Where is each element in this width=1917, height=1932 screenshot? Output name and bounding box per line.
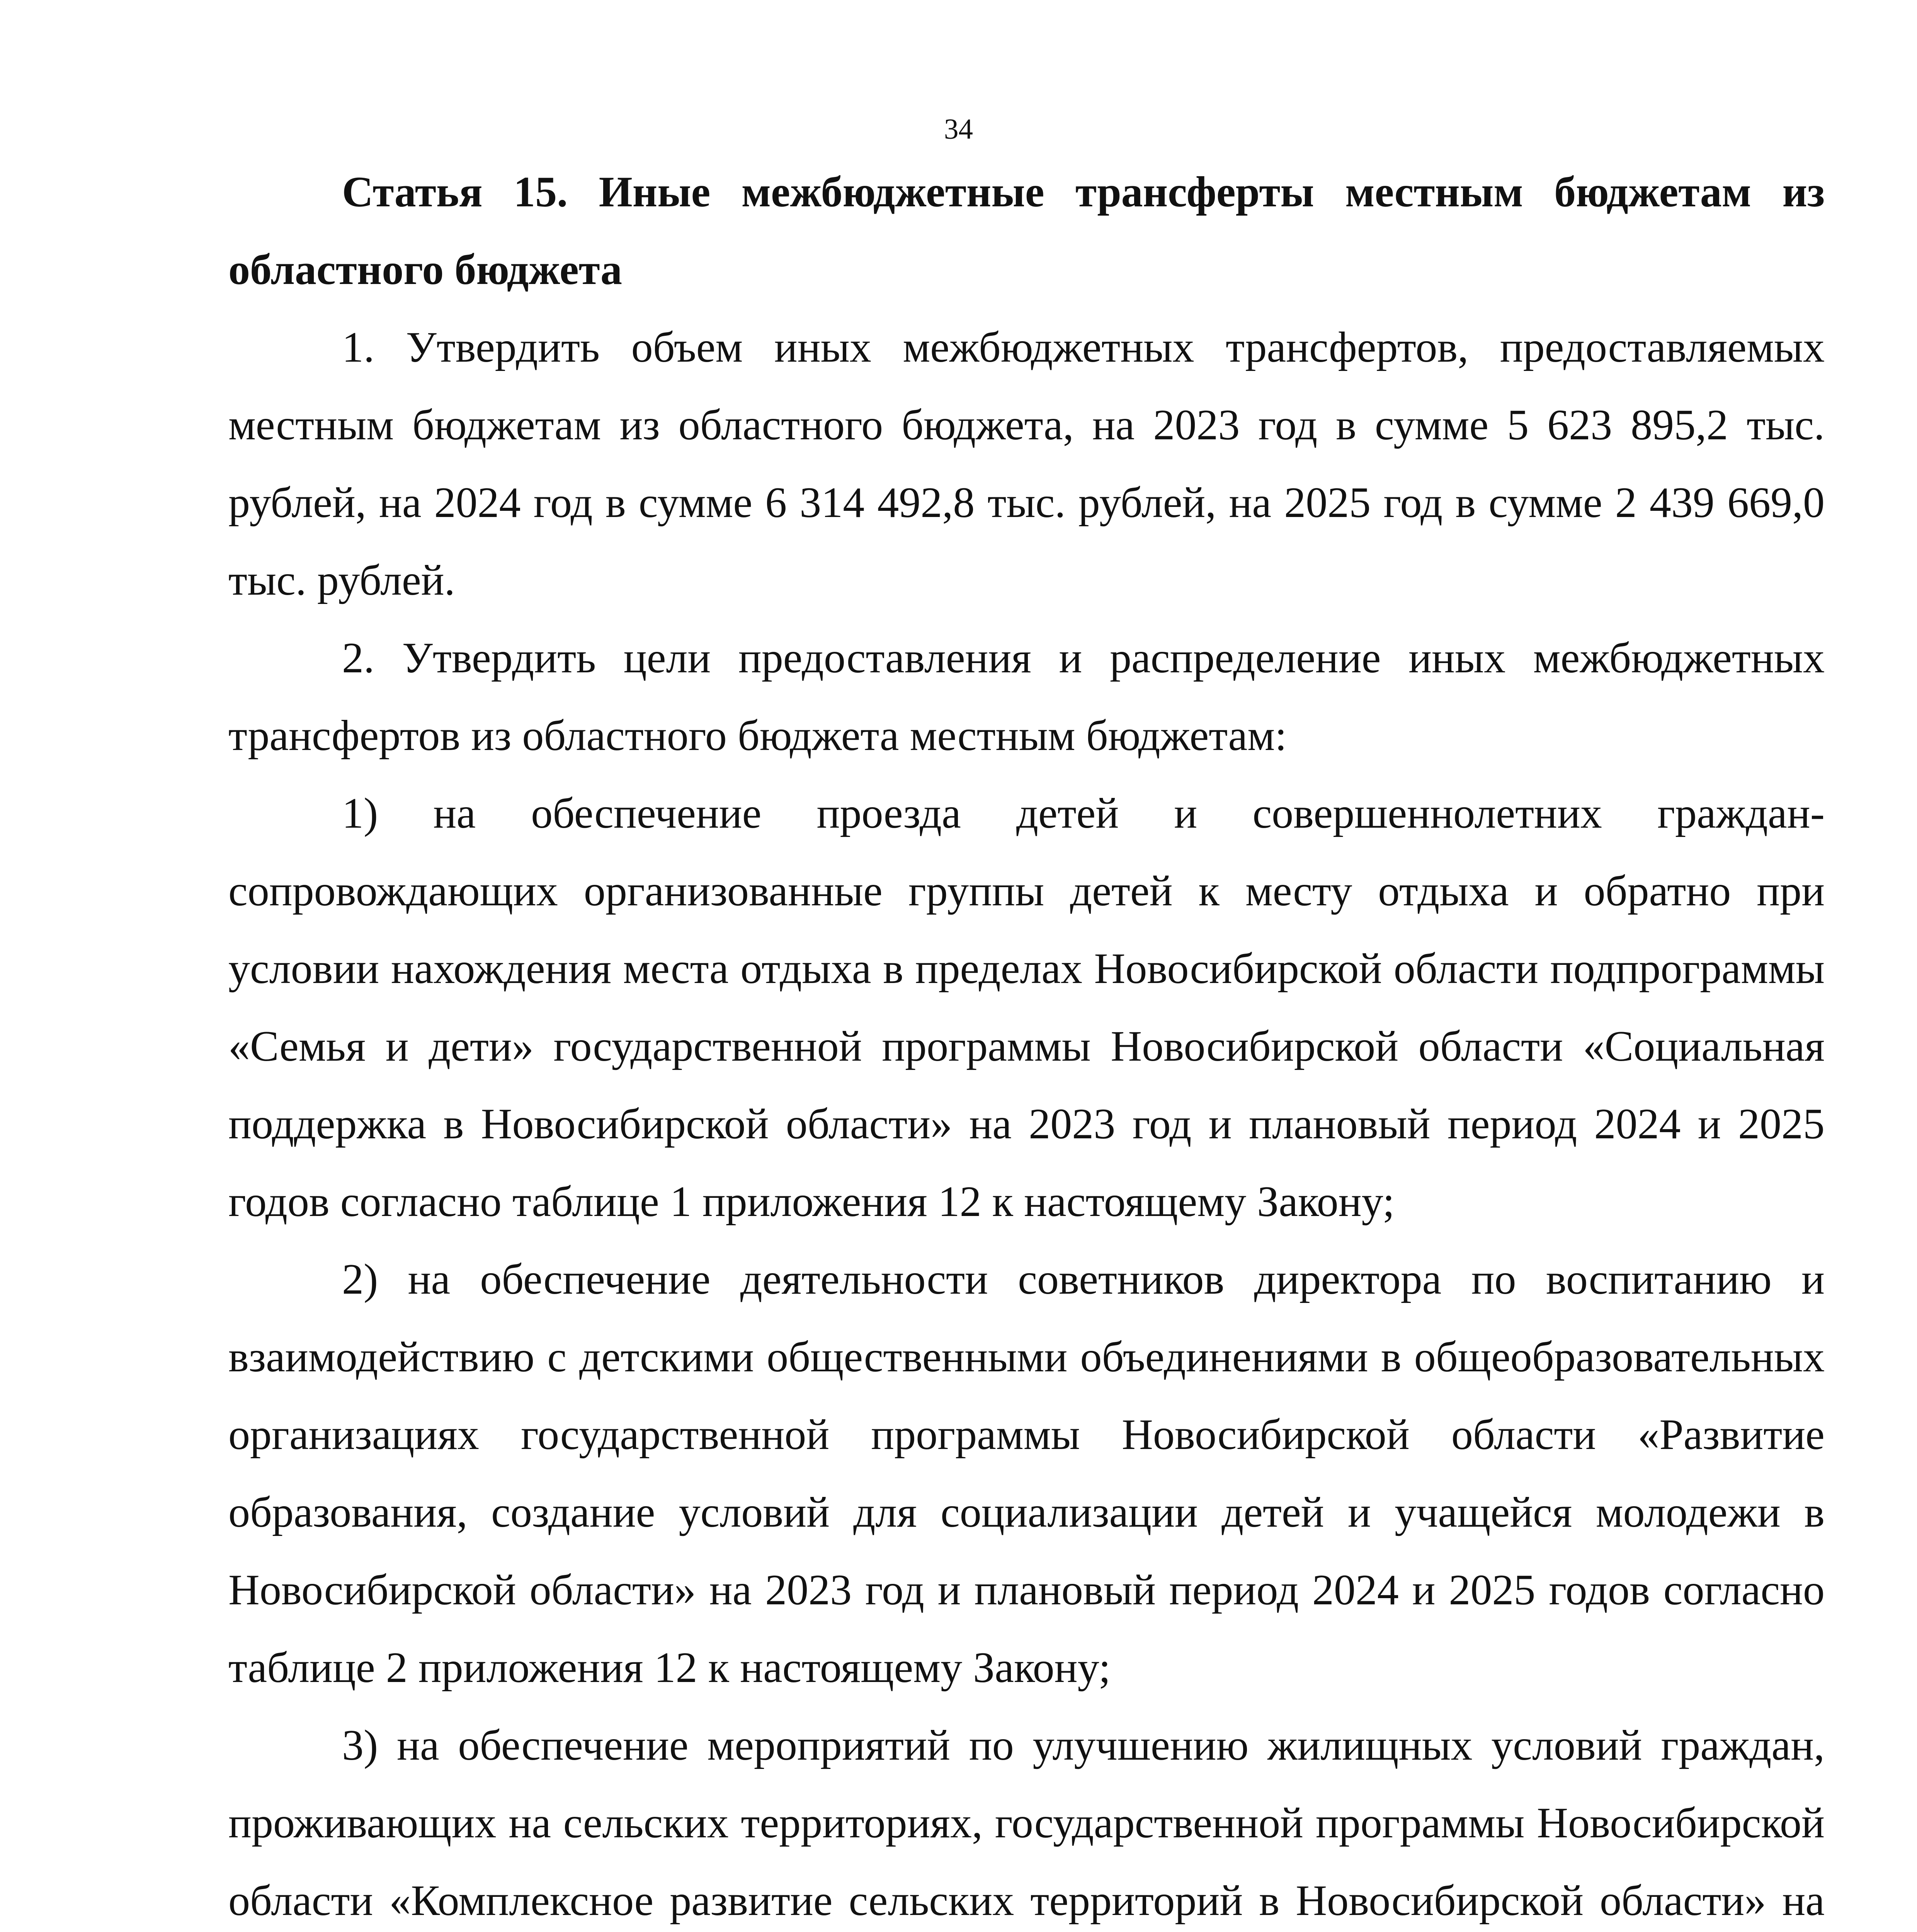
list-item-1: 1) на обеспечение проезда детей и совершеннолетних граждан-сопровождающих организованные группы детей к месту отдыха и обратно при условии нахождения места отдыха в пределах Новосибирской области подпрограммы «Семья и дети» государственной программы Новосибирской области «Социальная поддержка в Новосибирской области» на 2023 год и плановый период 2024 и 2025 годов согласно таблице 1 приложения 12 к настоящему Закону; [228, 789, 1825, 1226]
paragraph-1: 1. Утвердить объем иных межбюджетных трансфертов, предоставляемых местным бюджетам из областного бюджета, на 2023 год в сумме 5 623 895,2 тыс. рублей, на 2024 год в сумме 6 314 492,8 тыс. рублей, на 2025 год в сумме 2 439 669,0 тыс. рублей. [228, 323, 1825, 604]
document-body [228, 153, 1825, 1932]
list-item-2: 2) на обеспечение деятельности советников директора по воспитанию и взаимодействию с детскими общественными объединениями в общеобразовательных организациях государственной программы Новосибирской области «Развитие образования, создание условий для социализации детей и учащейся молодежи в Новосибирской области» на 2023 год и плановый период 2024 и 2025 годов согласно таблице 2 приложения 12 к настоящему Закону; [228, 1255, 1825, 1692]
list-item-3: 3) на обеспечение мероприятий по улучшению жилищных условий граждан, проживающих на сельских территориях, государственной программы Новосибирской области «Комплексное развитие сельских территорий в Новосибирской области» на [228, 1721, 1825, 1925]
paragraph-2: 2. Утвердить цели предоставления и распределение иных межбюджетных трансфертов из областного бюджета местным бюджетам: [228, 634, 1825, 760]
page-number: 34 [944, 113, 973, 145]
article-heading: Статья 15. Иные межбюджетные трансферты местным бюджетам из областного бюджета [228, 168, 1825, 294]
